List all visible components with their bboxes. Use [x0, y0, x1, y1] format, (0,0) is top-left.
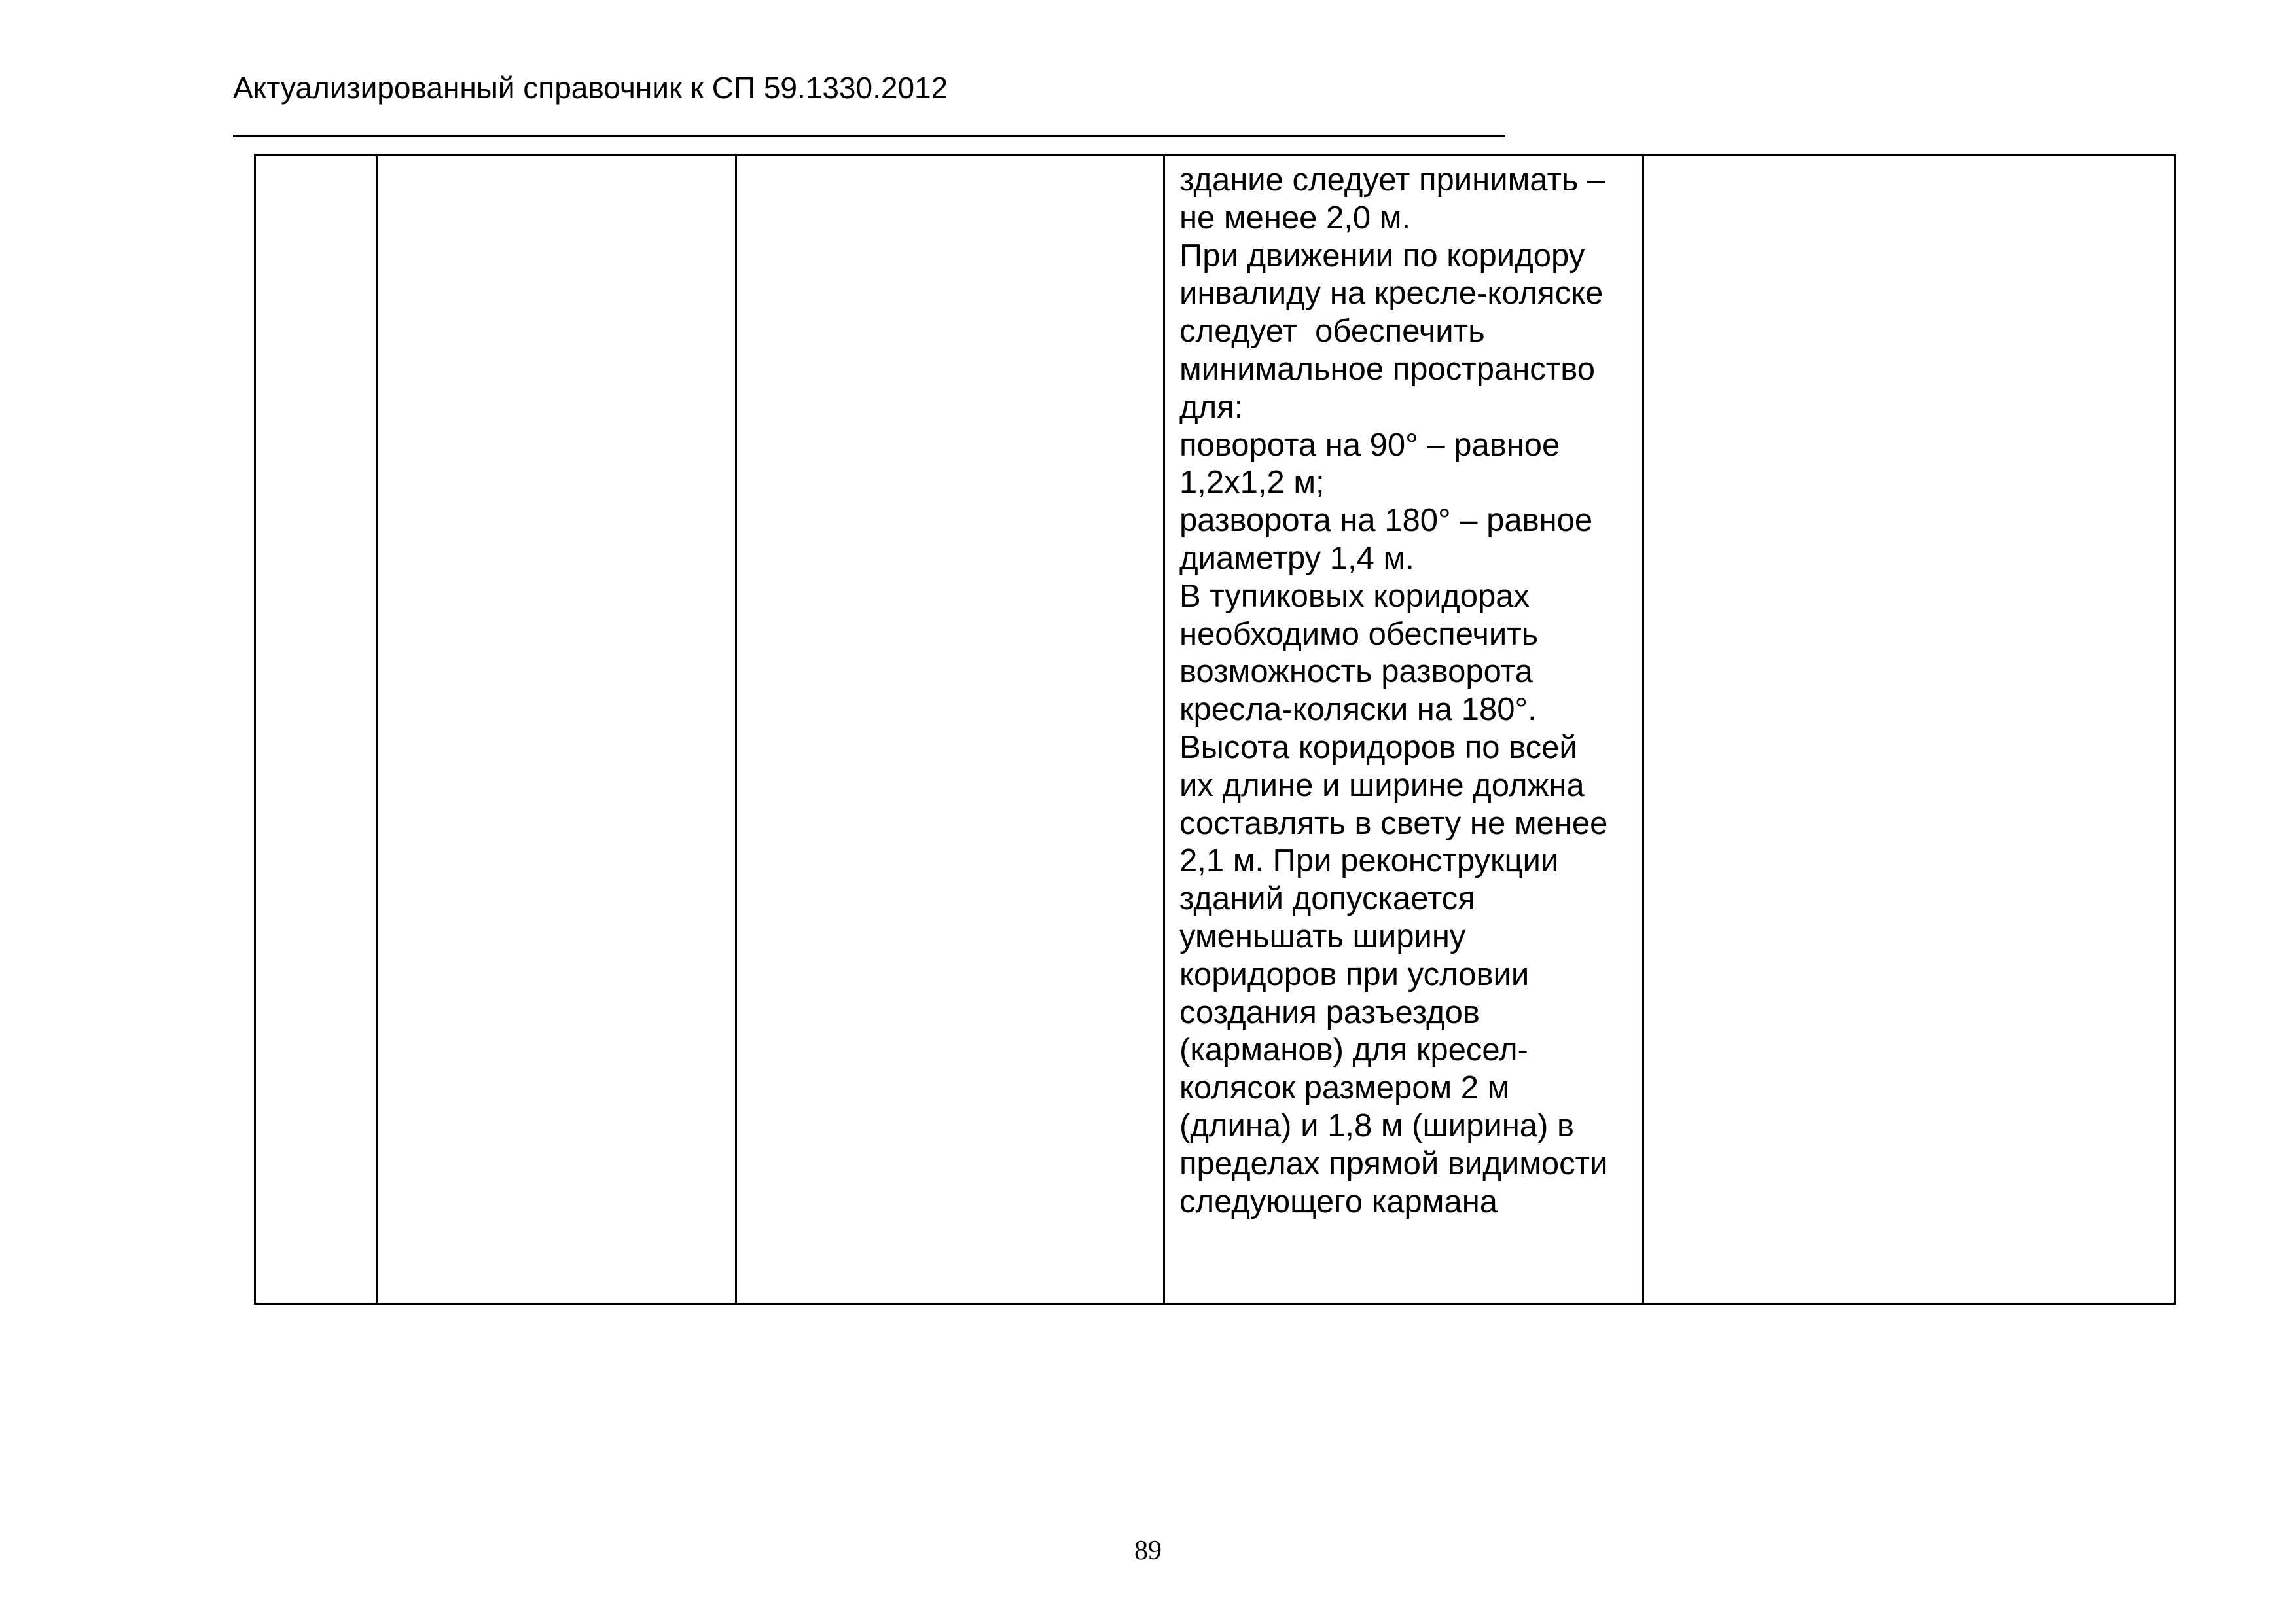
text-line: В тупиковых коридорах: [1179, 578, 1530, 614]
text-line: коридоров при условии: [1179, 956, 1530, 992]
text-line: для:: [1179, 389, 1244, 425]
text-line: их длине и ширине должна: [1179, 767, 1585, 803]
text-line: возможность разворота: [1179, 654, 1533, 690]
text-line: диаметру 1,4 м.: [1179, 540, 1414, 576]
table-cell-col-5: [1643, 156, 2175, 1304]
text-line: уменьшать ширину: [1179, 918, 1466, 954]
text-line: поворота на 90° – равное: [1179, 427, 1560, 463]
text-line: пределах прямой видимости: [1179, 1146, 1608, 1182]
text-line: необходимо обеспечить: [1179, 616, 1539, 652]
cell-text: [1165, 156, 1642, 1221]
header-rule: [233, 135, 1505, 137]
table-cell-col-3: [736, 156, 1164, 1304]
text-line: не менее 2,0 м.: [1179, 200, 1411, 236]
text-line: 1,2х1,2 м;: [1179, 465, 1325, 501]
text-line: кресла-коляски на 180°.: [1179, 692, 1537, 728]
text-line: создания разъездов: [1179, 994, 1480, 1030]
text-line: колясок размером 2 м: [1179, 1070, 1510, 1106]
page-number: 89: [1134, 1536, 1162, 1566]
text-line: разворота на 180° – равное: [1179, 503, 1593, 539]
text-line: (карманов) для кресел-: [1179, 1032, 1528, 1068]
text-line: следующего кармана: [1179, 1183, 1498, 1219]
text-line: При движении по коридору: [1179, 238, 1585, 274]
page-header: Актуализированный справочник к СП 59.1330.2012: [233, 71, 948, 105]
text-line: составлять в свету не менее: [1179, 805, 1608, 841]
table-row: [255, 156, 2175, 1304]
text-line: здание следует принимать –: [1179, 162, 1605, 198]
text-line: минимальное пространство: [1179, 351, 1595, 387]
requirements-table: [254, 154, 2176, 1305]
table-cell-col-2: [377, 156, 736, 1304]
text-line: Высота коридоров по всей: [1179, 729, 1577, 765]
table-cell-col-4: [1164, 156, 1643, 1304]
text-line: следует обеспечить: [1179, 314, 1485, 350]
text-line: зданий допускается: [1179, 881, 1475, 917]
text-line: 2,1 м. При реконструкции: [1179, 843, 1559, 879]
table-body: [255, 156, 2175, 1304]
table-cell-col-1: [255, 156, 377, 1304]
text-line: инвалиду на кресле-коляске: [1179, 276, 1604, 312]
text-line: (длина) и 1,8 м (ширина) в: [1179, 1108, 1575, 1144]
